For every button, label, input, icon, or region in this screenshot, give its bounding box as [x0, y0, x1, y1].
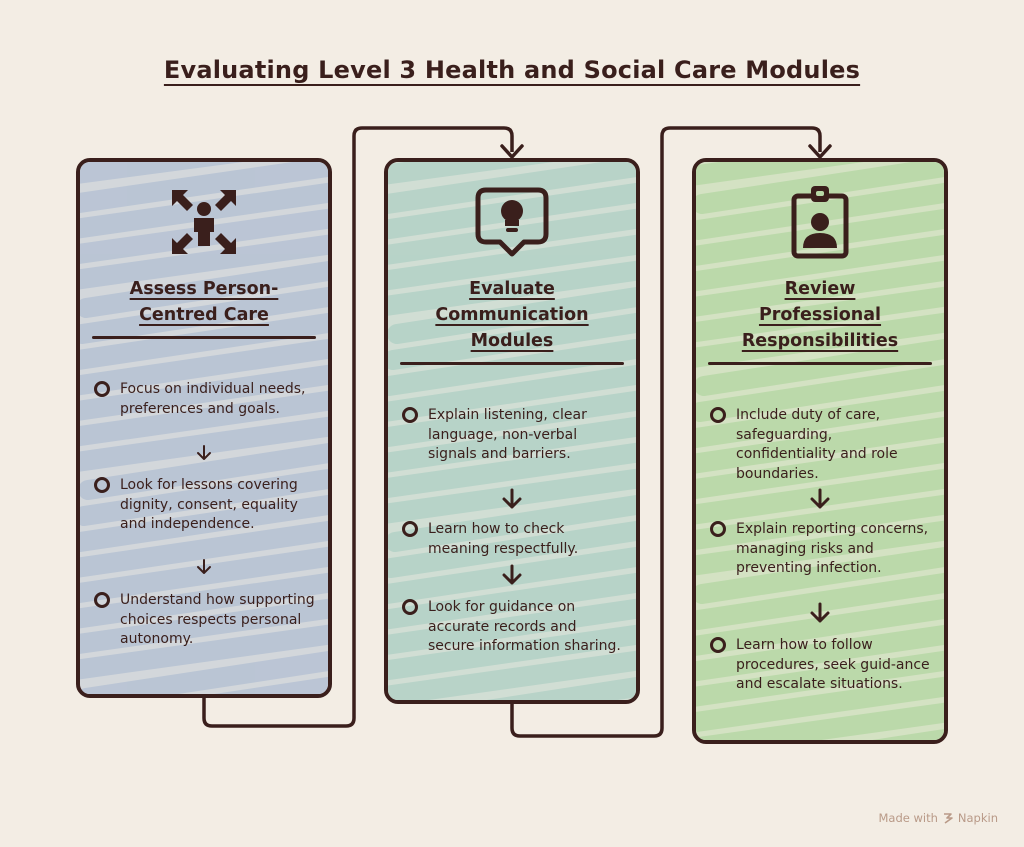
arrow-down-icon [809, 602, 831, 624]
bullet-icon [94, 592, 110, 608]
arrows-out-person-icon [164, 182, 244, 262]
list-item: Explain listening, clear language, non-verbal signals and barriers. [402, 406, 626, 465]
arrow-down-icon [809, 488, 831, 510]
list-item: Explain reporting concerns, managing risks and preventing infection. [710, 520, 934, 579]
lightbulb-chat-icon [472, 184, 552, 260]
bullet-icon [402, 521, 418, 537]
list-item: Look for guidance on accurate records and secure information sharing. [402, 598, 626, 657]
bullet-icon [94, 381, 110, 397]
bullet-icon [710, 521, 726, 537]
card-review-professional-responsibilities [692, 158, 948, 744]
list-item: Learn how to follow procedures, seek guid-ance and escalate situations. [710, 636, 934, 695]
card-title: Evaluate Communication Modules [435, 279, 589, 351]
card-title: Review Professional Responsibilities [741, 279, 899, 351]
list-item: Focus on individual needs, preferences and goals. [94, 380, 318, 419]
page-title: Evaluating Level 3 Health and Social Care Modules [163, 56, 861, 84]
list-item: Include duty of care, safeguarding, confidentiality and role boundaries. [710, 406, 934, 484]
id-badge-icon [780, 182, 860, 262]
list-item: Learn how to check meaning respectfully. [402, 520, 626, 559]
card-divider [708, 362, 932, 365]
card-evaluate-communication-modules [384, 158, 640, 704]
footer-credit: Made with Napkin [878, 811, 998, 825]
list-item: Understand how supporting choices respects personal autonomy. [94, 591, 318, 650]
arrow-down-icon [501, 564, 523, 586]
card-assess-person-centred-care [76, 158, 332, 698]
card-divider [92, 336, 316, 339]
arrow-down-icon [501, 488, 523, 510]
bullet-icon [710, 407, 726, 423]
arrow-down-icon [195, 558, 213, 576]
card-title: Assess Person- Centred Care [129, 279, 279, 325]
arrow-down-icon [195, 444, 213, 462]
bullet-icon [402, 407, 418, 423]
napkin-logo-icon [942, 812, 954, 824]
card-divider [400, 362, 624, 365]
bullet-icon [710, 637, 726, 653]
list-item: Look for lessons covering dignity, consent, equality and independence. [94, 476, 318, 535]
bullet-icon [94, 477, 110, 493]
bullet-icon [402, 599, 418, 615]
